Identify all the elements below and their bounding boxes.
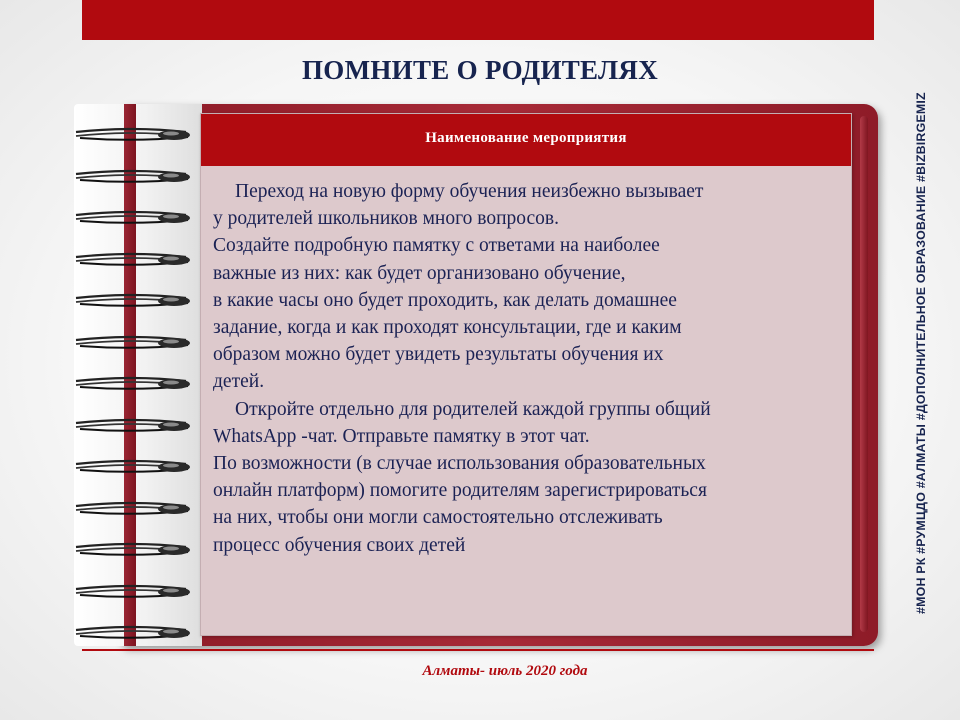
body-line: важные из них: как будет организовано обучение, <box>213 262 626 284</box>
spiral-ring-icon <box>74 417 194 433</box>
table-header: Наименование мероприятия <box>201 114 851 166</box>
spiral-ring-icon <box>74 126 194 142</box>
spiral-ring-icon <box>74 251 194 267</box>
spiral-ring-icon <box>74 168 194 184</box>
body-line: WhatsApp -чат. Отправьте памятку в этот чат. <box>213 425 590 447</box>
spiral-ring-icon <box>74 458 194 474</box>
body-line: процесс обучения своих детей <box>213 534 466 556</box>
body-line: Создайте подробную памятку с ответами на наиболее <box>213 235 660 257</box>
body-line: По возможности (в случае использования образовательных <box>213 453 706 475</box>
body-line: задание, когда и как проходят консультации, где и каким <box>213 317 682 339</box>
spiral-ring-icon <box>74 209 194 225</box>
spiral-ring-icon <box>74 583 194 599</box>
spiral-ring-icon <box>74 500 194 516</box>
body-line: Переход на новую форму обучения неизбежно вызывает <box>235 181 704 202</box>
side-hashtags: #МОН РК #РУМЦДО #АЛМАТЫ #ДОПОЛНИТЕЛЬНОЕ ОБРАЗОВАНИЕ #BIZBIRGEMIZ <box>914 92 928 614</box>
body-line: у родителей школьников много вопросов. <box>213 208 559 230</box>
spiral-ring-icon <box>74 292 194 308</box>
footer-text: Алматы- июль 2020 года <box>422 663 588 679</box>
body-line: онлайн платформ) помогите родителям зарегистрироваться <box>213 480 707 502</box>
spiral-ring-icon <box>74 541 194 557</box>
spiral-ring-icon <box>74 375 194 391</box>
spiral-ring-icon <box>74 334 194 350</box>
body-text <box>213 178 843 559</box>
body-line: в какие часы оно будет проходить, как делать домашнее <box>213 289 677 311</box>
body-line: детей. <box>213 371 265 393</box>
content-page <box>200 113 852 636</box>
slide-title: ПОМНИТЕ О РОДИТЕЛЯХ <box>301 55 659 85</box>
body-line: Откройте отдельно для родителей каждой группы общий <box>235 398 711 420</box>
body-line: образом можно будет увидеть результаты обучения их <box>213 344 664 366</box>
top-red-bar <box>82 0 874 40</box>
spiral-ring-icon <box>74 624 194 640</box>
bottom-red-line <box>82 649 874 651</box>
body-line: на них, чтобы они могли самостоятельно отслеживать <box>213 507 663 529</box>
